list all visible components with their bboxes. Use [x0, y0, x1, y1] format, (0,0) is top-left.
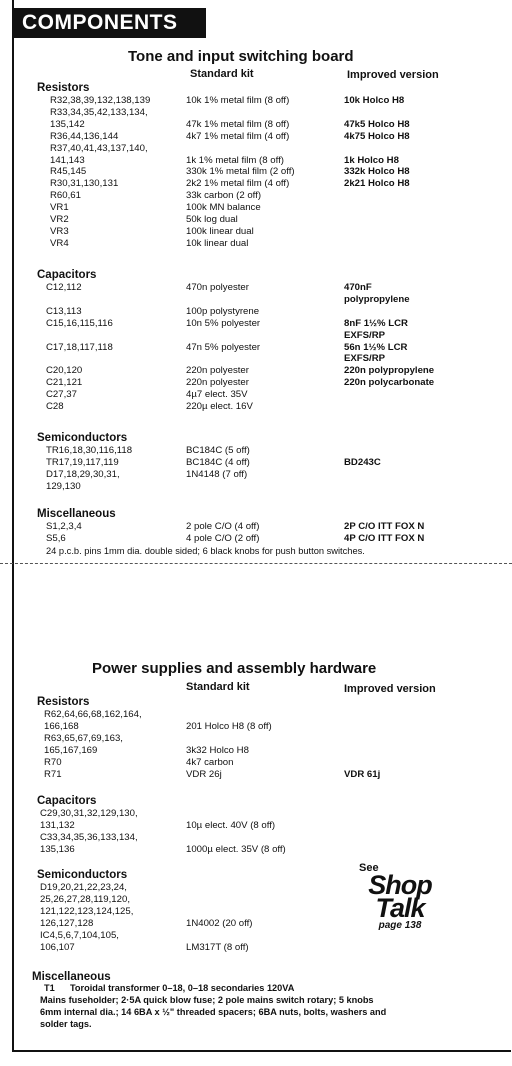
improved-version-value: EXFS/RP [344, 329, 386, 341]
part-ref: 131,132 [40, 819, 75, 831]
standard-kit-value: 100k linear dual [186, 225, 254, 237]
improved-version-value: 2k21 Holco H8 [344, 178, 410, 190]
improved-version-value: 4k75 Holco H8 [344, 130, 410, 142]
part-ref: R62,64,66,68,162,164, [44, 709, 142, 720]
section-heading: Capacitors [37, 795, 97, 807]
standard-kit-value: 50k log dual [186, 214, 238, 225]
part-ref: C27,37 [46, 389, 77, 401]
standard-kit-value: 2k2 1% metal film (4 off) [186, 178, 290, 190]
part-ref: TR16,18,30,116,118 [46, 445, 133, 456]
improved-version-value: 332k Holco H8 [344, 166, 410, 178]
standard-kit-value: 470n polyester [186, 282, 249, 293]
part-ref: R60,61 [50, 190, 81, 202]
shop-talk-box [355, 862, 445, 931]
standard-kit-value: 10k 1% metal film (8 off) [186, 95, 290, 106]
part-ref: VR4 [50, 237, 69, 249]
improved-version-value: 220n polycarbonate [344, 377, 435, 389]
part-ref: 106,107 [40, 941, 75, 953]
part-ref: 121,122,123,124,125, [40, 905, 134, 917]
standard-kit-value: LM317T (8 off) [186, 941, 249, 953]
improved-version-value: 56n 1½% LCR [344, 341, 408, 353]
part-ref: R70 [44, 756, 62, 768]
part-ref: VR2 [50, 214, 69, 225]
part-ref: IC4,5,6,7,104,105, [40, 929, 119, 941]
section-divider [0, 563, 512, 564]
part-ref: C17,18,117,118 [46, 341, 113, 353]
page-header: COMPONENTS [12, 8, 206, 38]
standard-kit-value: 33k carbon (2 off) [186, 190, 262, 202]
part-ref: 129,130 [46, 480, 81, 492]
section-heading: Miscellaneous [37, 508, 116, 520]
part-ref: VR1 [50, 202, 69, 214]
part-ref: 126,127,128 [40, 917, 94, 929]
part-ref: R30,31,130,131 [50, 178, 119, 190]
part-ref: R71 [44, 768, 62, 780]
shop-line2: Talk [375, 893, 425, 923]
improved-version-value: 47k5 Holco H8 [344, 118, 410, 130]
standard-kit-value: 10µ elect. 40V (8 off) [186, 819, 276, 831]
improved-version-value: 10k Holco H8 [344, 95, 405, 106]
misc-note: 24 p.c.b. pins 1mm dia. double sided; 6 black knobs for push button switches. [46, 546, 365, 556]
standard-kit-value: 4k7 carbon [186, 756, 234, 768]
improved-version-value: 2P C/O ITT FOX N [344, 521, 425, 532]
part-ref: VR3 [50, 225, 69, 237]
standard-kit-value: 10k linear dual [186, 237, 249, 249]
misc-line: 6mm internal dia.; 14 6BA x ½" threaded spacers; 6BA nuts, bolts, washers and [40, 1007, 387, 1017]
part-ref: C33,34,35,36,133,134, [40, 831, 138, 843]
part-ref: C29,30,31,32,129,130, [40, 808, 138, 819]
transformer-desc: Toroidal transformer 0–18, 0–18 secondaries 120VA [70, 983, 295, 993]
part-ref: 166,168 [44, 720, 79, 732]
standard-kit-value: 1N4002 (20 off) [186, 917, 253, 929]
section-heading: Miscellaneous [32, 971, 111, 983]
part-ref: T1 [44, 983, 55, 993]
part-ref: C15,16,115,116 [46, 317, 113, 329]
part-ref: D17,18,29,30,31, [46, 468, 120, 480]
standard-kit-value: 1000µ elect. 35V (8 off) [186, 843, 286, 855]
standard-kit-value: BC184C (4 off) [186, 456, 250, 468]
part-ref: 165,167,169 [44, 744, 98, 756]
standard-kit-value: 47n 5% polyester [186, 341, 261, 353]
part-ref: 25,26,27,28,119,120, [40, 893, 130, 905]
part-ref: R45,145 [50, 166, 87, 178]
standard-kit-value: 2 pole C/O (4 off) [186, 521, 260, 532]
part-ref: S1,2,3,4 [46, 521, 82, 532]
part-ref: R37,40,41,43,137,140, [50, 142, 148, 154]
part-ref: TR17,19,117,119 [46, 456, 119, 468]
part-ref: C28 [46, 401, 64, 412]
standard-kit-value: 3k32 Holco H8 [186, 744, 249, 756]
shop-see: See [359, 862, 379, 874]
part-ref: C21,121 [46, 377, 83, 389]
standard-kit-value: VDR 26j [186, 768, 222, 780]
section-title: Power supplies and assembly hardware [92, 660, 377, 677]
part-ref: R63,65,67,69,163, [44, 732, 123, 744]
improved-version-value: 4P C/O ITT FOX N [344, 532, 425, 544]
misc-line: solder tags. [40, 1019, 92, 1029]
standard-kit-value: 10n 5% polyester [186, 317, 261, 329]
column-header-standard: Standard kit [186, 681, 250, 693]
standard-kit-value: 4µ7 elect. 35V [186, 389, 248, 401]
improved-version-value: EXFS/RP [344, 353, 386, 365]
section-heading: Capacitors [37, 269, 97, 281]
part-ref: R36,44,136,144 [50, 130, 119, 142]
part-ref: C20,120 [46, 365, 83, 377]
standard-kit-value: 1k 1% metal film (8 off) [186, 154, 284, 166]
section-heading: Semiconductors [37, 869, 128, 881]
standard-kit-value: 100k MN balance [186, 202, 261, 214]
standard-kit-value: 4 pole C/O (2 off) [186, 532, 260, 544]
standard-kit-value: BC184C (5 off) [186, 445, 250, 456]
part-ref: S5,6 [46, 532, 66, 544]
standard-kit-value: 201 Holco H8 (8 off) [186, 720, 272, 732]
part-ref: R32,38,39,132,138,139 [50, 95, 151, 106]
section-heading: Resistors [37, 82, 90, 94]
improved-version-value: 470nF [344, 282, 372, 293]
standard-kit-value: 220µ elect. 16V [186, 401, 253, 412]
part-ref: 141,143 [50, 154, 85, 166]
standard-kit-value: 220n polyester [186, 377, 249, 389]
section-title: Tone and input switching board [128, 48, 354, 65]
part-ref: R33,34,35,42,133,134, [50, 106, 148, 118]
column-header-improved: Improved version [347, 69, 439, 81]
section-heading: Semiconductors [37, 432, 128, 444]
part-ref: 135,142 [50, 118, 85, 130]
improved-version-value: 1k Holco H8 [344, 154, 399, 166]
standard-kit-value: 1N4148 (7 off) [186, 468, 248, 480]
shop-page: page 138 [378, 920, 422, 931]
standard-kit-value: 220n polyester [186, 365, 249, 377]
part-ref: C13,113 [46, 305, 82, 317]
part-ref: C12,112 [46, 282, 82, 293]
standard-kit-value: 4k7 1% metal film (4 off) [186, 130, 290, 142]
improved-version-value: BD243C [344, 456, 381, 468]
standard-kit-value: 100p polystyrene [186, 305, 260, 317]
column-header-improved: Improved version [344, 683, 436, 695]
part-ref: 135,136 [40, 843, 75, 855]
part-ref: D19,20,21,22,23,24, [40, 882, 127, 893]
shop-line1: Shop [368, 870, 432, 900]
section-heading: Resistors [37, 696, 90, 708]
improved-version-value: 220n polypropylene [344, 365, 435, 377]
standard-kit-value: 330k 1% metal film (2 off) [186, 166, 295, 178]
column-header-standard: Standard kit [190, 68, 254, 80]
improved-version-value: VDR 61j [344, 768, 381, 780]
improved-version-value: polypropylene [344, 293, 410, 305]
standard-kit-value: 47k 1% metal film (8 off) [186, 118, 290, 130]
misc-line: Mains fuseholder; 2·5A quick blow fuse; 2 pole mains switch rotary; 5 knobs [40, 995, 374, 1005]
improved-version-value: 8nF 1½% LCR [344, 317, 408, 329]
